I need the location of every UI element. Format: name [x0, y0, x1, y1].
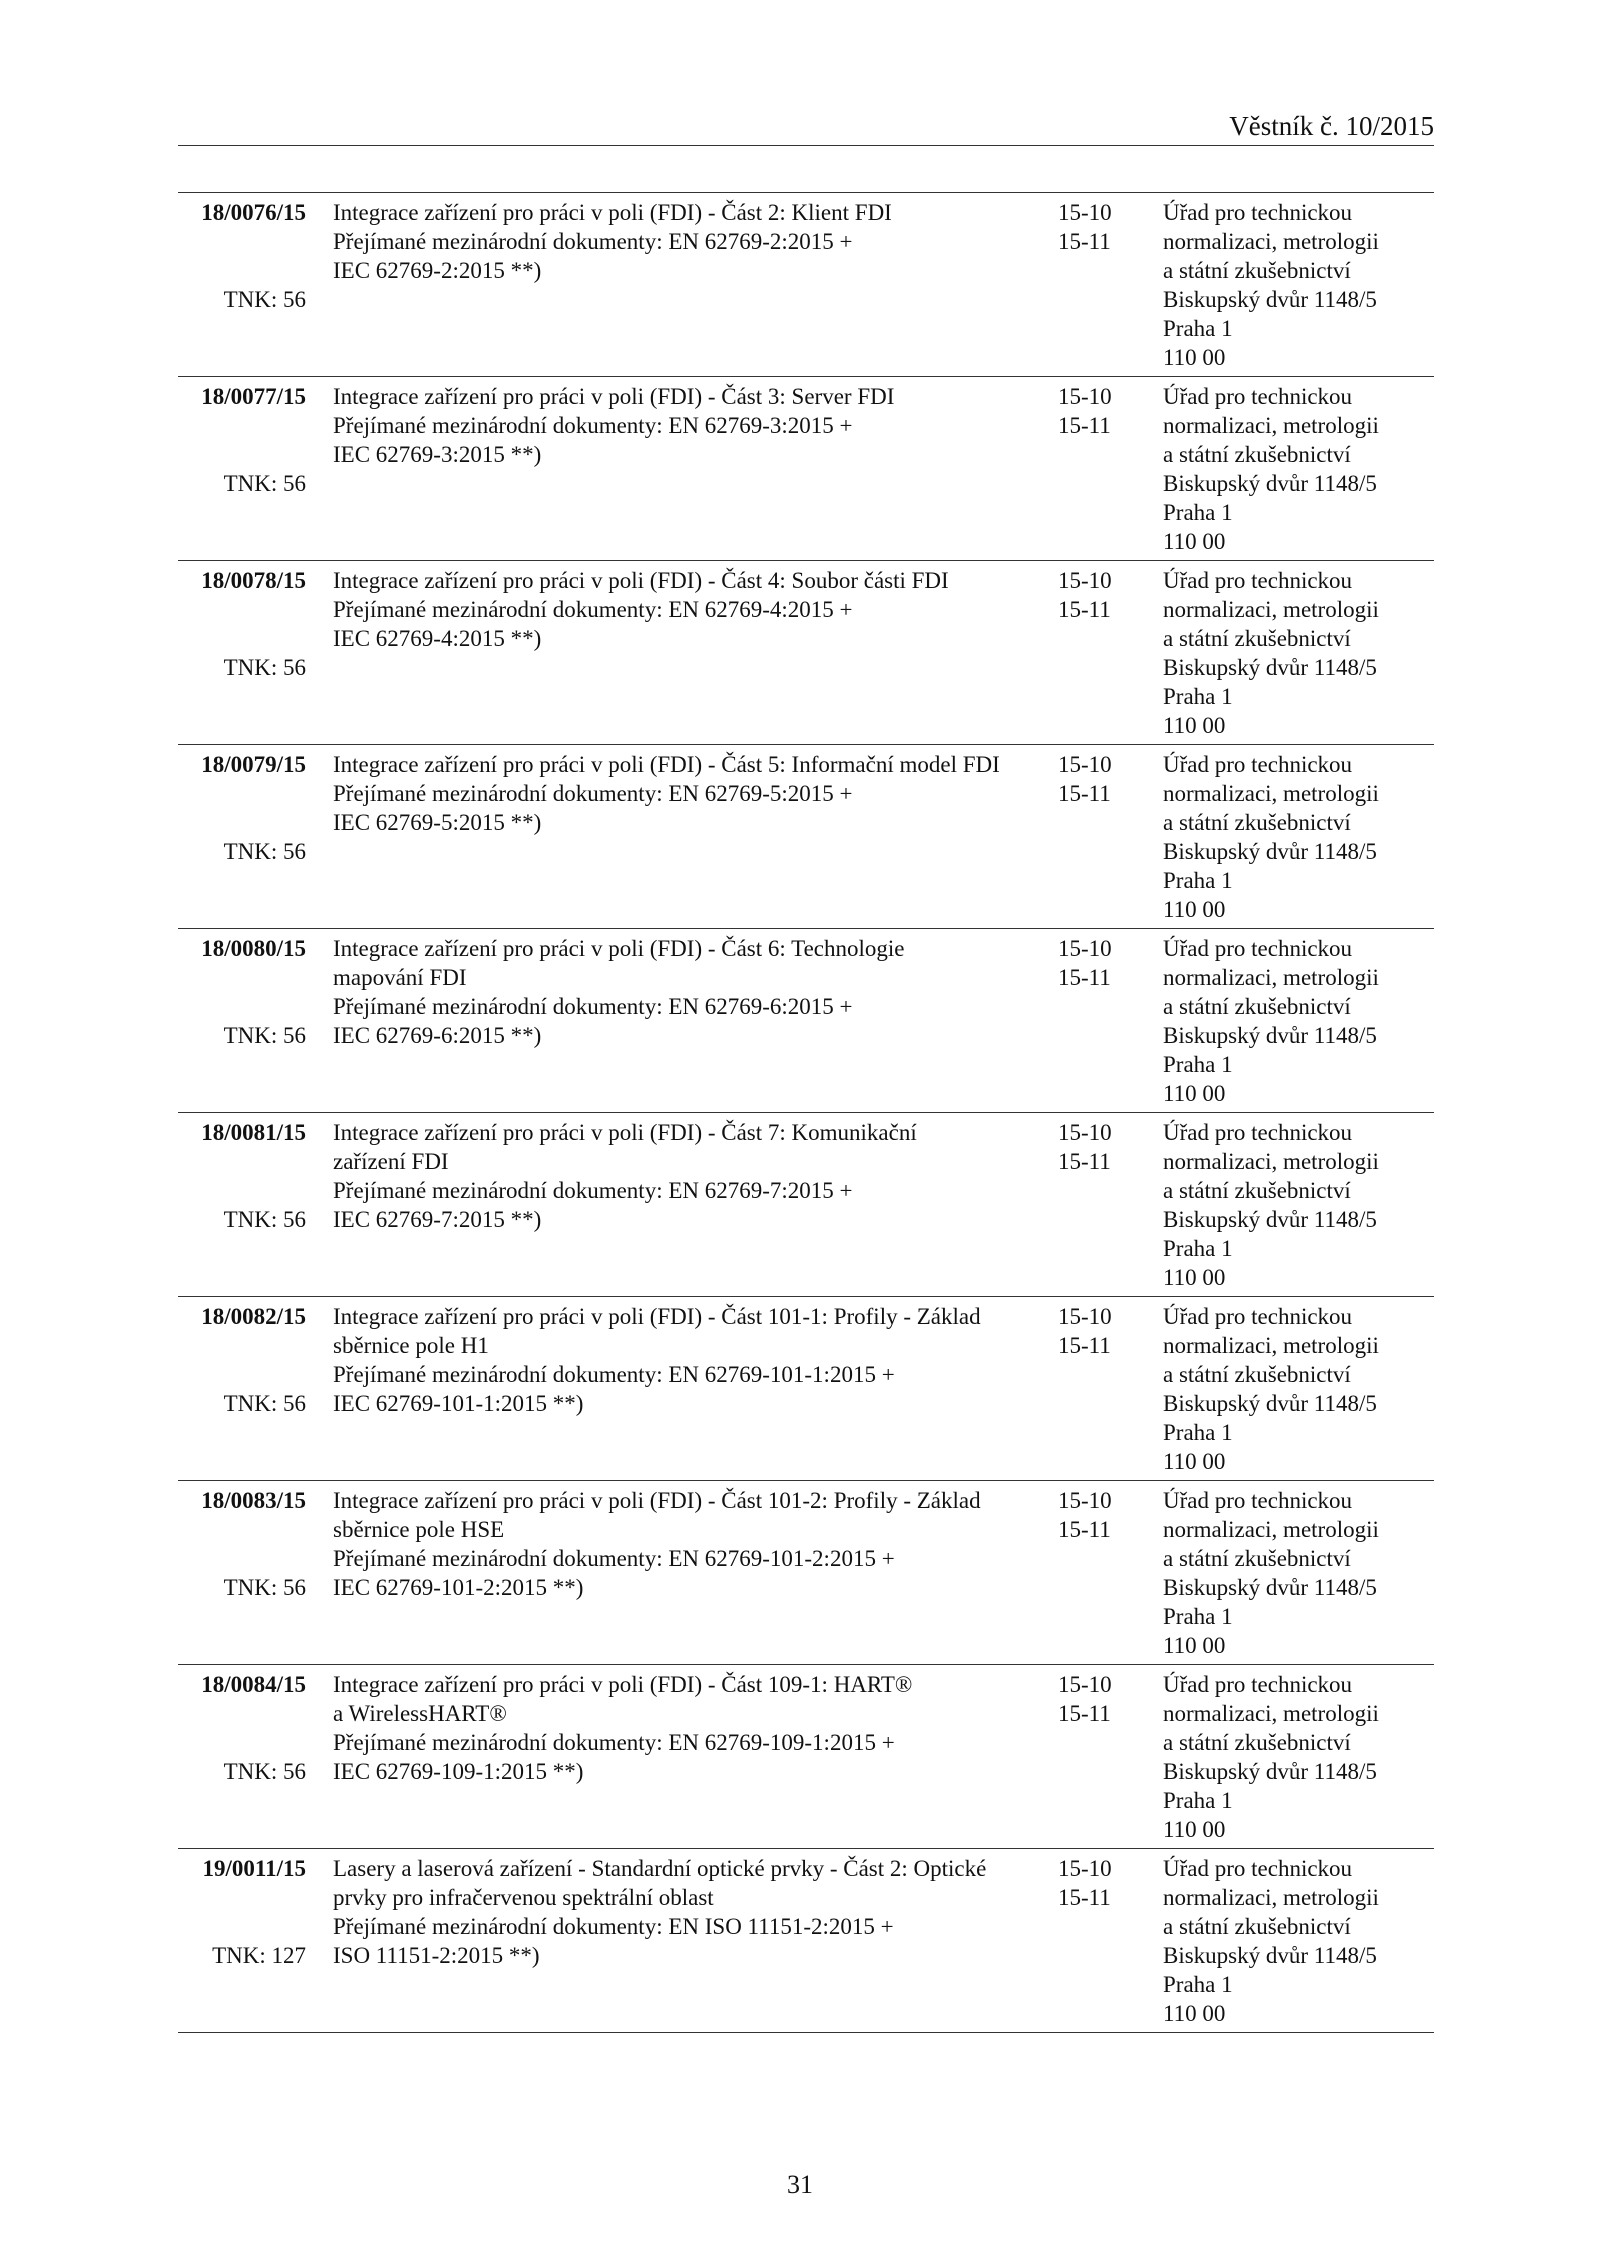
title-line: Integrace zařízení pro práci v poli (FDI) - Část 4: Soubor části FDI: [333, 568, 949, 593]
document-title-cell: [333, 1486, 1033, 1602]
date-value: 15-11: [1058, 1885, 1111, 1910]
address-line: normalizaci, metrologii: [1163, 413, 1379, 438]
document-title-cell: [333, 1854, 1033, 1970]
date-value: 15-10: [1058, 1672, 1112, 1697]
address-line: 110 00: [1163, 1449, 1226, 1474]
document-number: 18/0080/15: [201, 936, 306, 961]
address-line: a státní zkušebnictví: [1163, 1914, 1351, 1939]
document-number: 18/0077/15: [201, 384, 306, 409]
address-line: normalizaci, metrologii: [1163, 229, 1379, 254]
title-line: Integrace zařízení pro práci v poli (FDI) - Část 6: Technologie: [333, 936, 905, 961]
address-line: a státní zkušebnictví: [1163, 258, 1351, 283]
document-number: 18/0083/15: [201, 1488, 306, 1513]
address-line: 110 00: [1163, 1633, 1226, 1658]
table-row: [178, 929, 1434, 1113]
tnk-label: TNK: 127: [212, 1943, 306, 1968]
table-row: [178, 1113, 1434, 1297]
address-line: a státní zkušebnictví: [1163, 626, 1351, 651]
title-line: mapování FDI: [333, 965, 467, 990]
title-line: sběrnice pole HSE: [333, 1517, 505, 1542]
address-line: Úřad pro technickou: [1163, 1488, 1353, 1513]
table-row: [178, 745, 1434, 929]
title-line: Integrace zařízení pro práci v poli (FDI) - Část 7: Komunikační: [333, 1120, 917, 1145]
date-value: 15-10: [1058, 752, 1112, 777]
address-line: Praha 1: [1163, 316, 1233, 341]
address-line: a státní zkušebnictví: [1163, 994, 1351, 1019]
document-title-cell: [333, 1302, 1033, 1418]
address-cell: [1163, 198, 1433, 372]
title-line: Integrace zařízení pro práci v poli (FDI) - Část 101-1: Profily - Základ: [333, 1304, 981, 1329]
dates-cell: [1058, 198, 1148, 256]
document-number: 18/0079/15: [201, 752, 306, 777]
date-value: 15-10: [1058, 384, 1112, 409]
tnk-label: TNK: 56: [223, 1207, 306, 1232]
tnk-label: TNK: 56: [223, 655, 306, 680]
date-value: 15-11: [1058, 1333, 1111, 1358]
address-line: Úřad pro technickou: [1163, 1856, 1353, 1881]
title-line: IEC 62769-2:2015 **): [333, 258, 542, 283]
address-line: Úřad pro technickou: [1163, 1120, 1353, 1145]
title-line: IEC 62769-7:2015 **): [333, 1207, 542, 1232]
standards-table: [178, 192, 1434, 2033]
date-value: 15-10: [1058, 1120, 1112, 1145]
address-line: Biskupský dvůr 1148/5: [1163, 1759, 1377, 1784]
document-id-cell: [178, 1854, 306, 1970]
date-value: 15-11: [1058, 229, 1111, 254]
address-cell: [1163, 382, 1433, 556]
address-line: 110 00: [1163, 1081, 1226, 1106]
address-line: Praha 1: [1163, 500, 1233, 525]
title-line: prvky pro infračervenou spektrální oblast: [333, 1885, 714, 1910]
title-line: Integrace zařízení pro práci v poli (FDI) - Část 2: Klient FDI: [333, 200, 892, 225]
tnk-label: TNK: 56: [223, 287, 306, 312]
document-id-cell: [178, 1302, 306, 1418]
address-line: 110 00: [1163, 897, 1226, 922]
title-line: Integrace zařízení pro práci v poli (FDI) - Část 5: Informační model FDI: [333, 752, 1000, 777]
date-value: 15-11: [1058, 965, 1111, 990]
tnk-label: TNK: 56: [223, 471, 306, 496]
address-line: Praha 1: [1163, 1788, 1233, 1813]
address-line: Úřad pro technickou: [1163, 568, 1353, 593]
address-line: normalizaci, metrologii: [1163, 1701, 1379, 1726]
title-line: IEC 62769-6:2015 **): [333, 1023, 542, 1048]
title-line: IEC 62769-101-1:2015 **): [333, 1391, 584, 1416]
document-id-cell: [178, 566, 306, 682]
dates-cell: [1058, 382, 1148, 440]
date-value: 15-10: [1058, 1304, 1112, 1329]
address-line: a státní zkušebnictví: [1163, 1546, 1351, 1571]
tnk-label: TNK: 56: [223, 839, 306, 864]
title-line: sběrnice pole H1: [333, 1333, 489, 1358]
date-value: 15-10: [1058, 200, 1112, 225]
title-line: ISO 11151-2:2015 **): [333, 1943, 540, 1968]
date-value: 15-10: [1058, 568, 1112, 593]
address-cell: [1163, 1670, 1433, 1844]
page-number: 31: [787, 2170, 813, 2199]
title-line: Přejímané mezinárodní dokumenty: EN 62769-101-2:2015 +: [333, 1546, 895, 1571]
title-line: Přejímané mezinárodní dokumenty: EN 62769-3:2015 +: [333, 413, 853, 438]
address-line: Praha 1: [1163, 1052, 1233, 1077]
address-line: normalizaci, metrologii: [1163, 781, 1379, 806]
document-number: 18/0082/15: [201, 1304, 306, 1329]
address-line: 110 00: [1163, 713, 1226, 738]
date-value: 15-11: [1058, 781, 1111, 806]
document-title-cell: [333, 1118, 1033, 1234]
document-title-cell: [333, 934, 1033, 1050]
document-id-cell: [178, 750, 306, 866]
table-row: [178, 1481, 1434, 1665]
address-cell: [1163, 1118, 1433, 1292]
tnk-label: TNK: 56: [223, 1023, 306, 1048]
title-line: Přejímané mezinárodní dokumenty: EN 62769-7:2015 +: [333, 1178, 853, 1203]
address-line: Praha 1: [1163, 1604, 1233, 1629]
address-cell: [1163, 750, 1433, 924]
address-line: normalizaci, metrologii: [1163, 965, 1379, 990]
address-line: a státní zkušebnictví: [1163, 442, 1351, 467]
document-number: 18/0081/15: [201, 1120, 306, 1145]
address-cell: [1163, 566, 1433, 740]
address-line: Praha 1: [1163, 1972, 1233, 1997]
address-line: Biskupský dvůr 1148/5: [1163, 471, 1377, 496]
tnk-label: TNK: 56: [223, 1575, 306, 1600]
address-line: 110 00: [1163, 2001, 1226, 2026]
title-line: Přejímané mezinárodní dokumenty: EN 62769-2:2015 +: [333, 229, 853, 254]
document-title-cell: [333, 382, 1033, 469]
title-line: Lasery a laserová zařízení - Standardní optické prvky - Část 2: Optické: [333, 1856, 987, 1881]
document-number: 18/0078/15: [201, 568, 306, 593]
title-line: Přejímané mezinárodní dokumenty: EN ISO 11151-2:2015 +: [333, 1914, 894, 1939]
title-line: Přejímané mezinárodní dokumenty: EN 62769-5:2015 +: [333, 781, 853, 806]
address-line: Biskupský dvůr 1148/5: [1163, 1943, 1377, 1968]
address-line: a státní zkušebnictví: [1163, 1730, 1351, 1755]
title-line: Přejímané mezinárodní dokumenty: EN 62769-6:2015 +: [333, 994, 853, 1019]
address-line: normalizaci, metrologii: [1163, 1149, 1379, 1174]
address-line: normalizaci, metrologii: [1163, 597, 1379, 622]
address-line: normalizaci, metrologii: [1163, 1333, 1379, 1358]
title-line: IEC 62769-109-1:2015 **): [333, 1759, 584, 1784]
dates-cell: [1058, 566, 1148, 624]
address-line: 110 00: [1163, 345, 1226, 370]
title-line: Přejímané mezinárodní dokumenty: EN 62769-101-1:2015 +: [333, 1362, 895, 1387]
table-row: [178, 193, 1434, 377]
document-id-cell: [178, 198, 306, 314]
date-value: 15-11: [1058, 1701, 1111, 1726]
date-value: 15-10: [1058, 1488, 1112, 1513]
table-row: [178, 377, 1434, 561]
address-line: Biskupský dvůr 1148/5: [1163, 839, 1377, 864]
address-cell: [1163, 1854, 1433, 2028]
address-line: Úřad pro technickou: [1163, 936, 1353, 961]
table-row: [178, 561, 1434, 745]
header-divider: [178, 145, 1434, 146]
address-line: a státní zkušebnictví: [1163, 1178, 1351, 1203]
tnk-label: TNK: 56: [223, 1759, 306, 1784]
table-row: [178, 1665, 1434, 1849]
address-line: Praha 1: [1163, 1420, 1233, 1445]
title-line: IEC 62769-5:2015 **): [333, 810, 542, 835]
date-value: 15-10: [1058, 936, 1112, 961]
title-line: IEC 62769-4:2015 **): [333, 626, 542, 651]
table-row: [178, 1297, 1434, 1481]
address-line: Úřad pro technickou: [1163, 1304, 1353, 1329]
title-line: a WirelessHART®: [333, 1701, 507, 1726]
document-id-cell: [178, 1118, 306, 1234]
document-id-cell: [178, 382, 306, 498]
address-cell: [1163, 934, 1433, 1108]
date-value: 15-11: [1058, 597, 1111, 622]
dates-cell: [1058, 1486, 1148, 1544]
date-value: 15-11: [1058, 413, 1111, 438]
title-line: Přejímané mezinárodní dokumenty: EN 62769-4:2015 +: [333, 597, 853, 622]
address-line: a státní zkušebnictví: [1163, 1362, 1351, 1387]
dates-cell: [1058, 1854, 1148, 1912]
document-id-cell: [178, 1486, 306, 1602]
address-line: 110 00: [1163, 1817, 1226, 1842]
page-header: Věstník č. 10/2015: [1229, 111, 1434, 141]
document-id-cell: [178, 1670, 306, 1786]
address-line: Praha 1: [1163, 684, 1233, 709]
dates-cell: [1058, 750, 1148, 808]
address-line: Biskupský dvůr 1148/5: [1163, 287, 1377, 312]
address-line: Praha 1: [1163, 1236, 1233, 1261]
address-line: Úřad pro technickou: [1163, 384, 1353, 409]
address-line: Úřad pro technickou: [1163, 752, 1353, 777]
address-line: a státní zkušebnictví: [1163, 810, 1351, 835]
title-line: zařízení FDI: [333, 1149, 449, 1174]
address-line: Biskupský dvůr 1148/5: [1163, 655, 1377, 680]
date-value: 15-10: [1058, 1856, 1112, 1881]
date-value: 15-11: [1058, 1149, 1111, 1174]
address-line: normalizaci, metrologii: [1163, 1517, 1379, 1542]
document-title-cell: [333, 1670, 1033, 1786]
document-number: 18/0076/15: [201, 200, 306, 225]
title-line: Přejímané mezinárodní dokumenty: EN 62769-109-1:2015 +: [333, 1730, 895, 1755]
dates-cell: [1058, 1670, 1148, 1728]
address-line: 110 00: [1163, 1265, 1226, 1290]
address-line: Biskupský dvůr 1148/5: [1163, 1391, 1377, 1416]
address-line: Úřad pro technickou: [1163, 1672, 1353, 1697]
address-line: Praha 1: [1163, 868, 1233, 893]
address-line: 110 00: [1163, 529, 1226, 554]
title-line: Integrace zařízení pro práci v poli (FDI) - Část 109-1: HART®: [333, 1672, 913, 1697]
table-row: [178, 1849, 1434, 2033]
address-line: Biskupský dvůr 1148/5: [1163, 1023, 1377, 1048]
document-title-cell: [333, 750, 1033, 837]
title-line: IEC 62769-3:2015 **): [333, 442, 542, 467]
date-value: 15-11: [1058, 1517, 1111, 1542]
address-line: Biskupský dvůr 1148/5: [1163, 1207, 1377, 1232]
document-title-cell: [333, 198, 1033, 285]
address-line: Úřad pro technickou: [1163, 200, 1353, 225]
document-number: 19/0011/15: [202, 1856, 306, 1881]
dates-cell: [1058, 1302, 1148, 1360]
dates-cell: [1058, 1118, 1148, 1176]
document-id-cell: [178, 934, 306, 1050]
title-line: Integrace zařízení pro práci v poli (FDI) - Část 3: Server FDI: [333, 384, 895, 409]
tnk-label: TNK: 56: [223, 1391, 306, 1416]
title-line: IEC 62769-101-2:2015 **): [333, 1575, 584, 1600]
document-title-cell: [333, 566, 1033, 653]
address-cell: [1163, 1486, 1433, 1660]
document-number: 18/0084/15: [201, 1672, 306, 1697]
address-cell: [1163, 1302, 1433, 1476]
address-line: Biskupský dvůr 1148/5: [1163, 1575, 1377, 1600]
title-line: Integrace zařízení pro práci v poli (FDI) - Část 101-2: Profily - Základ: [333, 1488, 981, 1513]
address-line: normalizaci, metrologii: [1163, 1885, 1379, 1910]
dates-cell: [1058, 934, 1148, 992]
